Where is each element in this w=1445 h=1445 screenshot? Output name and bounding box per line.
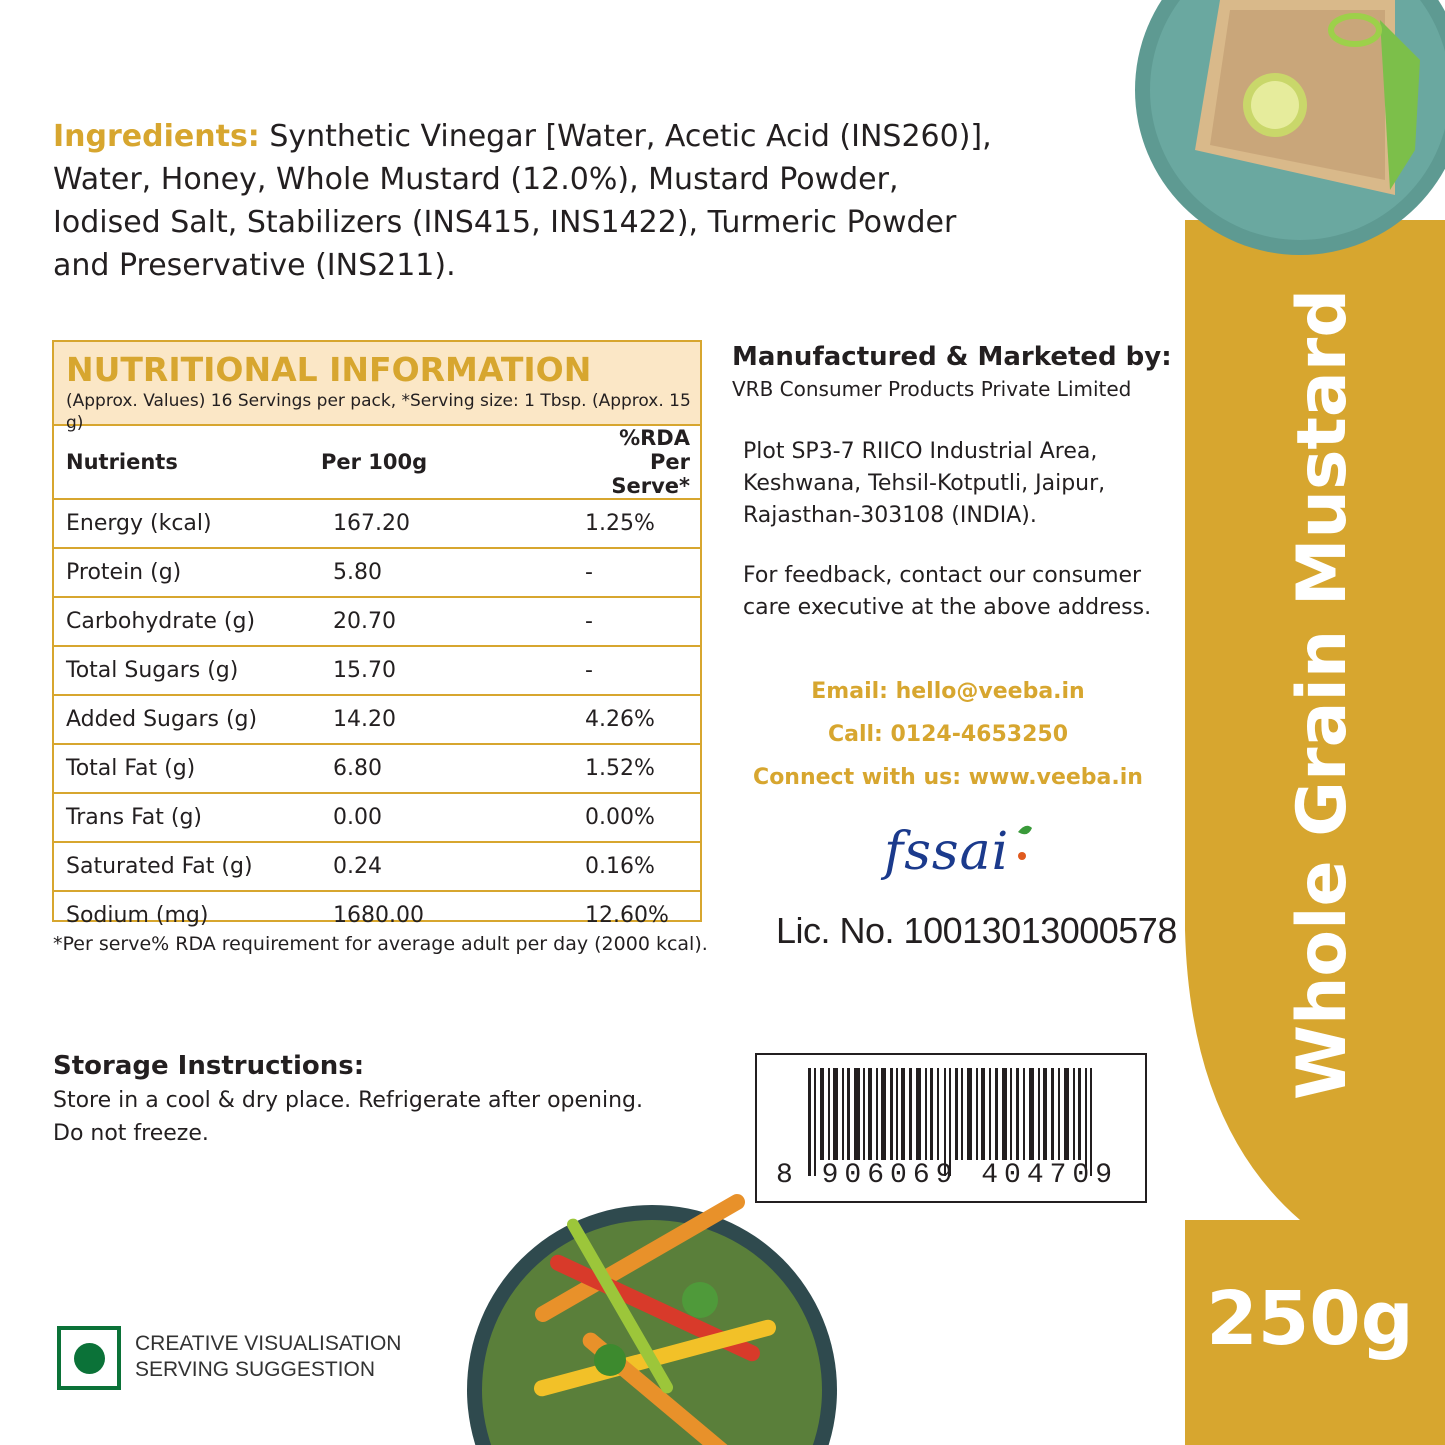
table-header-row xyxy=(54,426,700,499)
manufacturer-block xyxy=(732,340,1172,404)
feedback-note xyxy=(743,560,1183,624)
fssai-leaf-icon xyxy=(1018,826,1032,835)
rda-value: 12.60% xyxy=(585,903,669,928)
per-100g-value: 167.20 xyxy=(321,499,573,548)
ingredients-label: Ingredients: xyxy=(53,119,260,154)
serving-suggestion-note xyxy=(135,1331,401,1383)
table-row xyxy=(54,793,700,842)
rda-footnote: *Per serve% RDA requirement for average adult per day (2000 kcal). xyxy=(53,933,708,955)
address-line: Plot SP3-7 RIICO Industrial Area, xyxy=(743,439,1098,464)
per-100g-value: 14.20 xyxy=(321,695,573,744)
vegetable-bowl-image xyxy=(467,1191,837,1445)
rda-value: - xyxy=(573,597,700,646)
contact-email: Email: hello@veeba.in xyxy=(811,679,1085,704)
per-100g-value: 20.70 xyxy=(321,597,573,646)
contact-website: Connect with us: www.veeba.in xyxy=(753,765,1143,790)
per-100g-value: 5.80 xyxy=(321,548,573,597)
nutrient-name: Added Sugars (g) xyxy=(54,695,321,744)
nutrient-name: Protein (g) xyxy=(54,548,321,597)
rda-value: 1.25% xyxy=(573,499,700,548)
storage-title: Storage Instructions: xyxy=(53,1051,365,1081)
nutrition-title: NUTRITIONAL INFORMATION xyxy=(66,350,592,389)
address-line: Keshwana, Tehsil-Kotputli, Jaipur, xyxy=(743,471,1106,496)
per-100g-value: 0.24 xyxy=(321,842,573,891)
col-header-per-100g: Per 100g xyxy=(321,426,573,499)
nutrient-name: Saturated Fat (g) xyxy=(54,842,321,891)
fssai-dot-icon xyxy=(1018,852,1026,860)
rda-value: 0.16% xyxy=(573,842,700,891)
address-line: Rajasthan-303108 (INDIA). xyxy=(743,503,1037,528)
table-row xyxy=(54,597,700,646)
storage-instructions xyxy=(53,1048,733,1150)
rda-value: - xyxy=(573,548,700,597)
table-row xyxy=(54,744,700,793)
nutrient-name: Total Sugars (g) xyxy=(54,646,321,695)
per-100g-value: 0.00 xyxy=(321,793,573,842)
manufacturer-address xyxy=(743,436,1183,532)
col-header-rda: %RDA Per Serve* xyxy=(573,426,700,499)
fssai-logo-text: fssai xyxy=(884,822,1010,882)
table-row xyxy=(54,646,700,695)
table-row xyxy=(54,842,700,891)
table-row xyxy=(54,891,700,939)
ingredients-text: Synthetic Vinegar [Water, Acetic Acid (INS260)], Water, Honey, Whole Mustard (12.0%), Mustard Powder, Iodised Salt, Stabilizers (INS415, INS1422), Turmeric Powder and Preservative (INS211). xyxy=(53,119,992,283)
nutrition-subtitle: (Approx. Values) 16 Servings per pack, *Serving size: 1 Tbsp. (Approx. 15 g) xyxy=(66,391,691,433)
veg-mark-icon xyxy=(57,1326,121,1390)
nutrient-name: Energy (kcal) xyxy=(54,499,321,548)
visual-note-line: SERVING SUGGESTION xyxy=(135,1358,375,1381)
nutrient-name: Trans Fat (g) xyxy=(54,793,321,842)
license-number: Lic. No. 10013013000578 xyxy=(776,910,1177,951)
rda-value: - xyxy=(573,646,700,695)
manufacturer-title: Manufactured & Marketed by: xyxy=(732,342,1172,372)
nutrient-name: Total Fat (g) xyxy=(54,744,321,793)
storage-line: Store in a cool & dry place. Refrigerate after opening. xyxy=(53,1088,644,1113)
per-100g-value: 6.80 xyxy=(321,744,573,793)
nutrition-header xyxy=(54,342,700,433)
col-header-nutrients: Nutrients xyxy=(54,426,321,499)
per-100g-value: 15.70 xyxy=(321,646,573,695)
storage-line: Do not freeze. xyxy=(53,1121,209,1146)
per-100g-value: 1680.00 xyxy=(333,903,424,928)
nutrient-name: Sodium (mg) xyxy=(66,903,209,928)
table-row xyxy=(54,695,700,744)
visual-note-line: CREATIVE VISUALISATION xyxy=(135,1332,402,1355)
nutrition-table-box xyxy=(52,340,702,928)
veg-dot-icon xyxy=(74,1343,105,1374)
manufacturer-company: VRB Consumer Products Private Limited xyxy=(732,377,1132,401)
table-row xyxy=(54,548,700,597)
table-row xyxy=(54,499,700,548)
feedback-line: For feedback, contact our consumer xyxy=(743,563,1142,588)
rda-value: 1.52% xyxy=(573,744,700,793)
fssai-logo xyxy=(884,822,1009,882)
nutrition-table xyxy=(54,426,700,939)
rda-value: 0.00% xyxy=(573,793,700,842)
storage-text xyxy=(53,1084,733,1150)
contact-phone: Call: 0124-4653250 xyxy=(827,722,1069,747)
feedback-line: care executive at the above address. xyxy=(743,595,1152,620)
sandwich-plate-image xyxy=(1135,0,1445,255)
nutrient-name: Carbohydrate (g) xyxy=(54,597,321,646)
rda-value: 4.26% xyxy=(573,695,700,744)
barcode-digits: 8 906069 404709 xyxy=(776,1160,1119,1191)
product-name: Whole Grain Mustard xyxy=(1283,288,1362,1100)
net-weight: 250g xyxy=(1206,1276,1414,1362)
